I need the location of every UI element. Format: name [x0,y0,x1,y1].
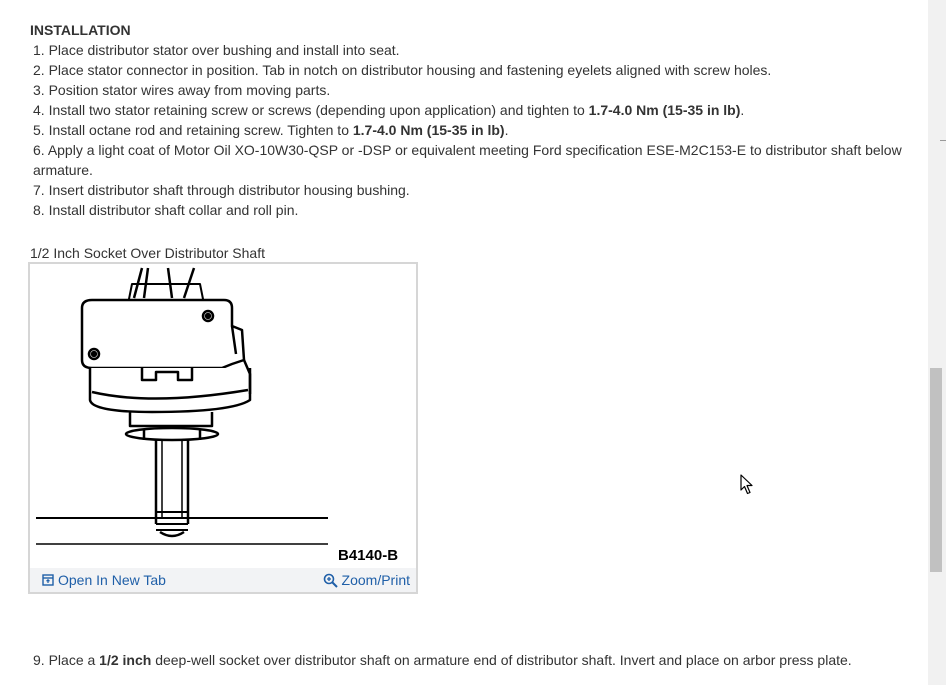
step-item [30,140,915,180]
step-item [30,100,915,120]
step-9 [33,650,852,670]
scrollbar-thumb[interactable] [930,368,942,572]
step-9-text-post: deep-well socket over distributor shaft on armature end of distributor shaft. Invert and place on arbor press plate. [151,652,852,668]
step-item [30,200,915,220]
step-text: Place distributor stator over bushing and install into seat. [48,42,400,58]
section-heading: INSTALLATION [30,22,131,38]
vertical-scrollbar[interactable] [928,0,946,685]
step-number: 6. [33,142,45,158]
step-text: Install octane rod and retaining screw. Tighten to [48,122,353,138]
step-text: Install distributor shaft collar and roll pin. [48,202,299,218]
step-number: 2. [33,62,45,78]
step-text: . [504,122,509,138]
open-new-tab-icon [42,574,54,586]
step-number: 4. [33,102,45,118]
zoom-print-link[interactable] [323,572,410,588]
step-item [30,120,915,140]
step-text: Position stator wires away from moving parts. [48,82,331,98]
zoom-print-label: Zoom/Print [341,572,410,588]
step-9-text-pre: Place a [48,652,100,668]
procedure-content [30,20,915,220]
mouse-cursor-icon [740,474,754,496]
distributor-illustration [32,264,414,564]
step-number: 3. [33,82,45,98]
figure-caption: 1/2 Inch Socket Over Distributor Shaft [30,245,265,261]
step-text-bold: 1.7-4.0 Nm (15-35 in lb) [352,122,505,138]
step-number: 7. [33,182,45,198]
step-item [30,60,915,80]
figure-footer [30,568,416,592]
step-number: 1. [33,42,45,58]
step-9-text-bold: 1/2 inch [99,652,152,668]
zoom-icon [323,573,338,588]
figure-code: B4140-B [338,547,399,564]
steps-list [30,40,915,220]
step-text: Place stator connector in position. Tab in notch on distributor housing and fastening eyelets aligned with screw holes. [48,62,772,78]
step-text: Insert distributor shaft through distributor housing bushing. [48,182,410,198]
step-text: Apply a light coat of Motor Oil XO-10W30-QSP or -DSP or equivalent meeting Ford specification ESE-M2C153-E to distributor shaft below armature. [33,142,902,178]
figure-card [28,262,418,594]
step-text: . [740,102,745,118]
step-item [30,40,915,60]
edge-divider [940,140,946,141]
step-item [30,180,915,200]
step-number: 8. [33,202,45,218]
step-number: 5. [33,122,45,138]
step-item [30,80,915,100]
step-9-number: 9. [33,652,45,668]
open-in-new-tab-label: Open In New Tab [58,572,166,588]
step-text: Install two stator retaining screw or screws (depending upon application) and tighten to [48,102,589,118]
step-text-bold: 1.7-4.0 Nm (15-35 in lb) [588,102,741,118]
open-in-new-tab-link[interactable] [42,572,166,588]
